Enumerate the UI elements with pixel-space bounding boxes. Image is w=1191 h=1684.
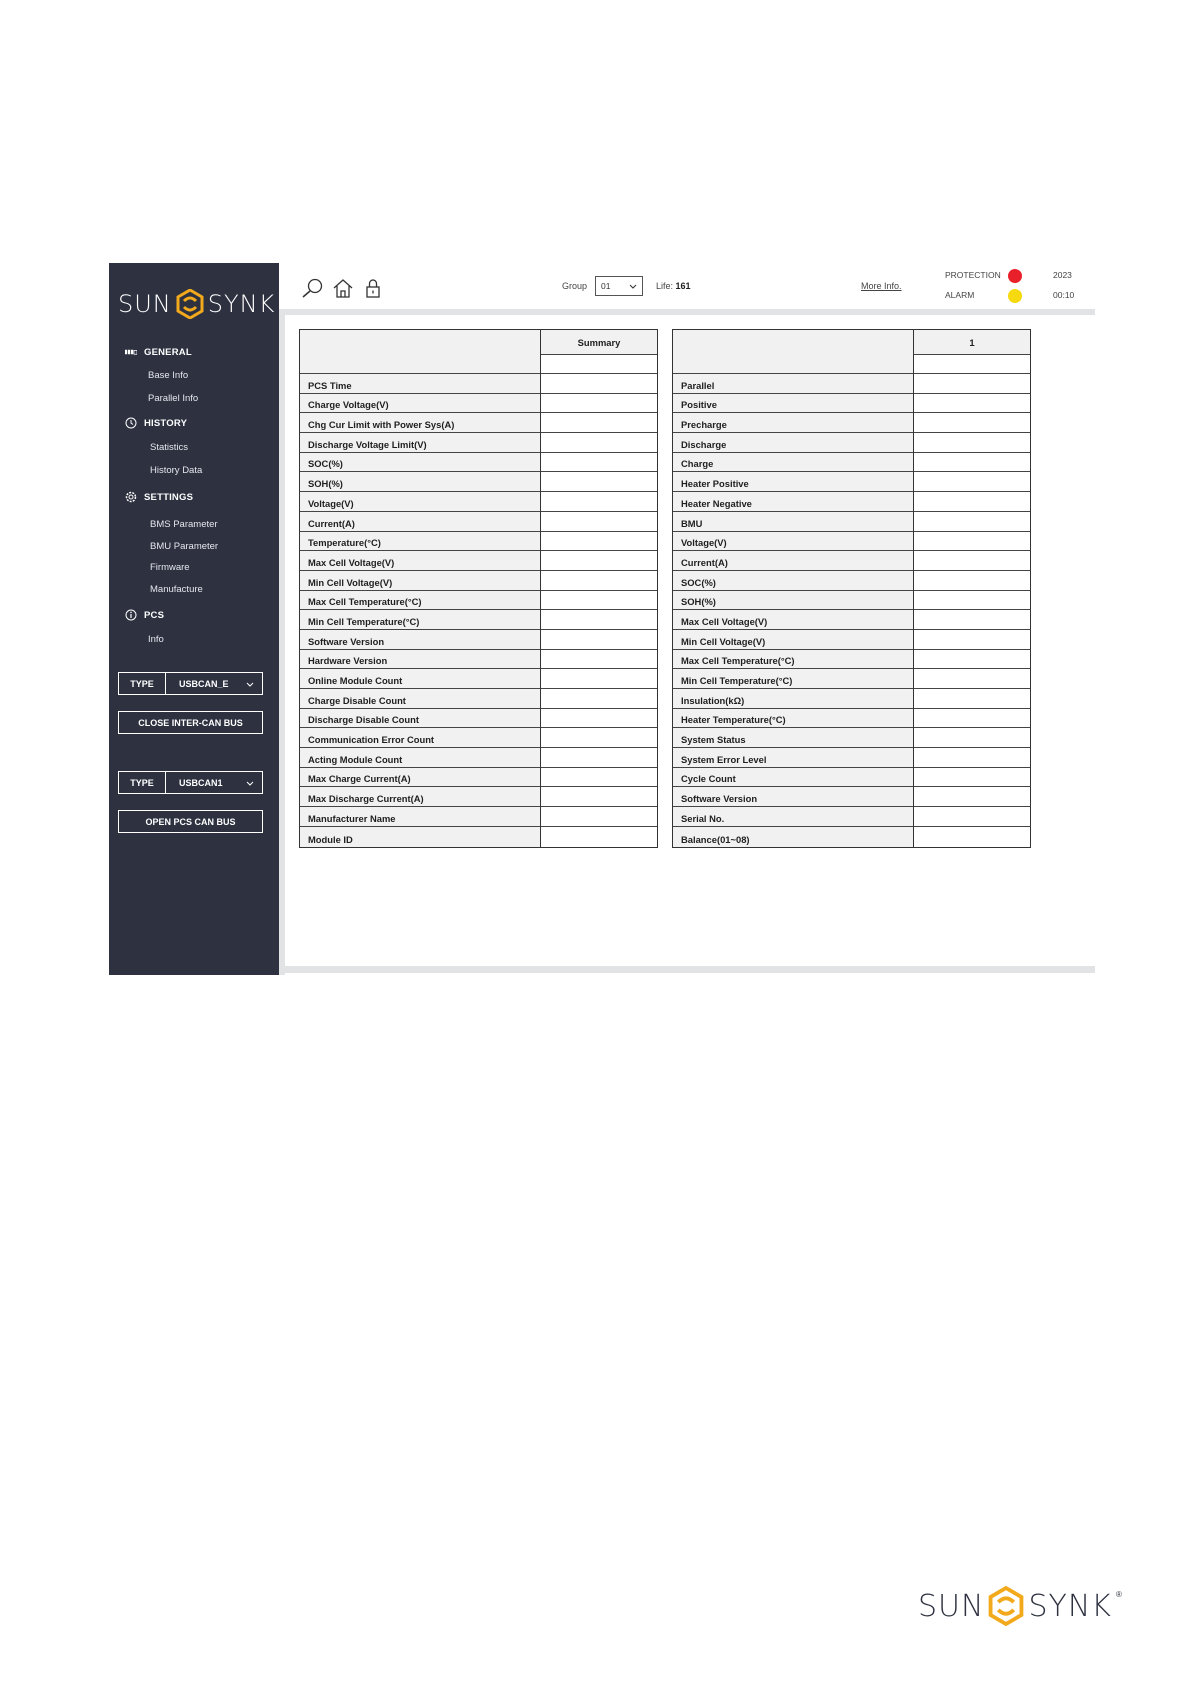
type-label: TYPE	[119, 772, 166, 793]
table-row	[673, 807, 1030, 827]
table-row	[673, 669, 1030, 689]
table-row	[673, 787, 1030, 807]
row-value	[913, 630, 1030, 650]
row-label: Discharge Voltage Limit(V)	[300, 433, 540, 453]
logo-registered: ®	[279, 291, 285, 299]
row-value	[540, 748, 657, 768]
row-value	[913, 689, 1030, 709]
row-label: Balance(01~08)	[673, 827, 913, 847]
row-value	[913, 827, 1030, 847]
row-value	[540, 728, 657, 748]
group-select[interactable]	[595, 276, 643, 296]
row-label: Positive	[673, 394, 913, 414]
table-header-col	[913, 330, 1030, 374]
row-label: Min Cell Voltage(V)	[300, 571, 540, 591]
general-icon	[125, 346, 137, 358]
row-label: Module ID	[300, 827, 540, 847]
row-value	[540, 669, 657, 689]
sidebar-item-manufacture[interactable]: Manufacture	[150, 584, 203, 595]
sidebar-section-history[interactable]	[125, 417, 187, 429]
row-label: Charge Voltage(V)	[300, 394, 540, 414]
sidebar-section-settings[interactable]	[125, 491, 193, 503]
row-label: Current(A)	[300, 512, 540, 532]
sidebar-section-label: HISTORY	[144, 417, 188, 429]
row-value	[913, 650, 1030, 670]
row-value	[913, 433, 1030, 453]
table-row	[300, 394, 657, 414]
sidebar	[109, 263, 285, 975]
row-value	[540, 551, 657, 571]
chevron-down-icon	[246, 679, 254, 689]
alarm-indicator	[1008, 289, 1022, 303]
row-value	[913, 413, 1030, 433]
close-inter-can-bus-button[interactable]: CLOSE INTER-CAN BUS	[118, 711, 263, 734]
type-select-value: USBCAN_E	[179, 678, 229, 689]
table-row	[673, 472, 1030, 492]
row-value	[913, 512, 1030, 532]
table-row	[300, 591, 657, 611]
logo-mark-icon	[988, 1586, 1024, 1626]
type-label: TYPE	[119, 673, 166, 694]
table-row	[673, 748, 1030, 768]
row-value	[913, 748, 1030, 768]
table-row	[673, 453, 1030, 473]
row-value	[913, 571, 1030, 591]
row-label: SOH(%)	[673, 591, 913, 611]
row-label: Discharge Disable Count	[300, 709, 540, 729]
table-row	[300, 472, 657, 492]
row-value	[913, 472, 1030, 492]
row-label: Acting Module Count	[300, 748, 540, 768]
row-value	[540, 787, 657, 807]
row-label: System Error Level	[673, 748, 913, 768]
row-value	[540, 532, 657, 552]
row-value	[913, 728, 1030, 748]
row-label: Max Charge Current(A)	[300, 768, 540, 788]
table-row	[300, 433, 657, 453]
content-left-border	[279, 309, 285, 975]
table-row	[300, 571, 657, 591]
table-row	[300, 532, 657, 552]
logo-text-left: SUN	[118, 290, 172, 318]
row-label: Charge	[673, 453, 913, 473]
module-table	[672, 329, 1031, 848]
row-label: Cycle Count	[673, 768, 913, 788]
row-label: Min Cell Voltage(V)	[673, 630, 913, 650]
row-label: Max Cell Temperature(°C)	[673, 650, 913, 670]
table-row	[300, 610, 657, 630]
row-value	[913, 394, 1030, 414]
row-label: Chg Cur Limit with Power Sys(A)	[300, 413, 540, 433]
row-label: Voltage(V)	[300, 492, 540, 512]
module-column-title: 1	[914, 330, 1030, 355]
row-label: Communication Error Count	[300, 728, 540, 748]
sidebar-item-statistics[interactable]: Statistics	[150, 442, 189, 453]
table-row	[300, 827, 657, 847]
row-value	[540, 709, 657, 729]
type-select-value: USBCAN1	[179, 777, 223, 788]
chevron-down-icon	[246, 778, 254, 788]
open-pcs-can-bus-button[interactable]: OPEN PCS CAN BUS	[118, 810, 263, 833]
protection-label: PROTECTION	[945, 270, 1001, 280]
table-row	[300, 689, 657, 709]
table-row	[300, 728, 657, 748]
row-label: Max Cell Voltage(V)	[673, 610, 913, 630]
table-header	[300, 330, 657, 374]
row-label: Online Module Count	[300, 669, 540, 689]
row-value	[913, 591, 1030, 611]
row-label: Precharge	[673, 413, 913, 433]
table-row	[673, 413, 1030, 433]
table-row	[300, 807, 657, 827]
sidebar-section-label: SETTINGS	[144, 491, 194, 503]
row-value	[540, 374, 657, 394]
row-label: Charge Disable Count	[300, 689, 540, 709]
group-select-value: 01	[601, 281, 611, 291]
row-value	[913, 787, 1030, 807]
gear-icon	[125, 491, 137, 503]
row-value	[913, 768, 1030, 788]
type-select-2[interactable]	[118, 771, 263, 794]
row-value	[540, 827, 657, 847]
table-row	[673, 650, 1030, 670]
table-row	[300, 787, 657, 807]
logo-text-left: SUN	[918, 1588, 985, 1624]
life-label: Life:	[656, 281, 674, 291]
sidebar-section-general[interactable]	[125, 346, 192, 358]
sidebar-section-pcs[interactable]	[125, 609, 164, 621]
table-header-blank	[673, 330, 913, 374]
history-icon	[125, 417, 137, 429]
row-label: Discharge	[673, 433, 913, 453]
table-row	[673, 728, 1030, 748]
row-value	[540, 630, 657, 650]
table-row	[300, 413, 657, 433]
row-value	[540, 571, 657, 591]
sidebar-item-base-info[interactable]: Base Info	[148, 370, 189, 381]
chevron-down-icon	[629, 281, 637, 291]
row-value	[913, 807, 1030, 827]
table-row	[300, 630, 657, 650]
time-readout: 00:10	[1053, 290, 1075, 300]
summary-column-title: Summary	[541, 330, 657, 355]
table-row	[673, 591, 1030, 611]
row-label: Heater Negative	[673, 492, 913, 512]
row-value	[913, 669, 1030, 689]
table-row	[300, 551, 657, 571]
search-icon[interactable]	[301, 277, 325, 299]
table-row	[673, 630, 1030, 650]
row-label: Software Version	[673, 787, 913, 807]
type-select-1[interactable]	[118, 672, 263, 695]
row-label: BMU	[673, 512, 913, 532]
table-row	[300, 650, 657, 670]
table-row	[300, 453, 657, 473]
row-label: Min Cell Temperature(°C)	[300, 610, 540, 630]
row-value	[540, 492, 657, 512]
more-info-link[interactable]: More Info.	[861, 281, 902, 291]
sidebar-item-bmu-parameter[interactable]: BMU Parameter	[150, 541, 219, 552]
logo-mark-icon	[176, 289, 204, 319]
table-row	[300, 512, 657, 532]
sidebar-item-pcs-info[interactable]: Info	[148, 634, 164, 645]
topbar	[279, 263, 1095, 308]
row-label: Serial No.	[673, 807, 913, 827]
row-value	[540, 472, 657, 492]
home-icon[interactable]	[331, 277, 355, 299]
row-value	[913, 610, 1030, 630]
row-value	[540, 807, 657, 827]
row-value	[913, 492, 1030, 512]
row-value	[540, 394, 657, 414]
row-label: SOC(%)	[300, 453, 540, 473]
table-row	[673, 709, 1030, 729]
row-value	[540, 768, 657, 788]
alarm-label: ALARM	[945, 290, 975, 300]
table-row	[300, 492, 657, 512]
date-readout: 2023	[1053, 270, 1072, 280]
row-label: Temperature(°C)	[300, 532, 540, 552]
row-label: PCS Time	[300, 374, 540, 394]
table-row	[673, 394, 1030, 414]
table-row	[673, 532, 1030, 552]
table-row	[300, 374, 657, 394]
logo-registered: ®	[1115, 1589, 1122, 1599]
info-icon	[125, 609, 137, 621]
sidebar-item-parallel-info[interactable]: Parallel Info	[148, 393, 199, 404]
table-row	[673, 689, 1030, 709]
table-row	[673, 827, 1030, 847]
table-row	[673, 374, 1030, 394]
row-value	[540, 591, 657, 611]
table-header	[673, 330, 1030, 374]
row-value	[913, 453, 1030, 473]
row-value	[913, 709, 1030, 729]
table-row	[300, 709, 657, 729]
row-label: System Status	[673, 728, 913, 748]
table-row	[673, 571, 1030, 591]
sunsynk-logo	[118, 289, 285, 319]
row-label: Current(A)	[673, 551, 913, 571]
row-label: Max Cell Temperature(°C)	[300, 591, 540, 611]
row-label: SOH(%)	[300, 472, 540, 492]
sidebar-section-label: PCS	[144, 609, 165, 621]
table-row	[300, 669, 657, 689]
content-bottom-border	[283, 966, 1095, 973]
lock-icon[interactable]	[361, 277, 385, 299]
row-value	[540, 512, 657, 532]
sidebar-item-firmware[interactable]: Firmware	[150, 562, 190, 573]
row-label: Min Cell Temperature(°C)	[673, 669, 913, 689]
table-row	[673, 492, 1030, 512]
table-row	[300, 768, 657, 788]
footer-sunsynk-logo	[918, 1586, 1122, 1626]
table-row	[673, 512, 1030, 532]
row-label: Max Cell Voltage(V)	[300, 551, 540, 571]
group-label: Group	[562, 281, 588, 291]
table-row	[673, 551, 1030, 571]
row-label: Insulation(kΩ)	[673, 689, 913, 709]
row-label: Hardware Version	[300, 650, 540, 670]
row-value	[540, 413, 657, 433]
table-row	[673, 610, 1030, 630]
content-top-border	[283, 309, 1095, 315]
table-header-col	[540, 330, 657, 374]
row-label: Parallel	[673, 374, 913, 394]
row-label: Heater Temperature(°C)	[673, 709, 913, 729]
row-value	[913, 374, 1030, 394]
table-row	[673, 433, 1030, 453]
row-label: Manufacturer Name	[300, 807, 540, 827]
sidebar-item-history-data[interactable]: History Data	[150, 465, 203, 476]
row-value	[540, 453, 657, 473]
protection-indicator	[1008, 269, 1022, 283]
table-row	[300, 748, 657, 768]
row-label: Max Discharge Current(A)	[300, 787, 540, 807]
row-label: SOC(%)	[673, 571, 913, 591]
table-row	[673, 768, 1030, 788]
row-label: Heater Positive	[673, 472, 913, 492]
row-value	[540, 650, 657, 670]
sidebar-section-label: GENERAL	[144, 346, 192, 358]
table-header-blank	[300, 330, 540, 374]
row-value	[540, 610, 657, 630]
row-value	[540, 689, 657, 709]
row-value	[540, 433, 657, 453]
life-readout	[656, 281, 691, 291]
summary-table	[299, 329, 658, 848]
sidebar-item-bms-parameter[interactable]: BMS Parameter	[150, 519, 218, 530]
logo-text-right: SYNK	[1028, 1588, 1112, 1624]
row-value	[913, 551, 1030, 571]
life-value: 161	[675, 281, 691, 291]
row-value	[913, 532, 1030, 552]
row-label: Voltage(V)	[673, 532, 913, 552]
row-label: Software Version	[300, 630, 540, 650]
logo-text-right: SYNK	[207, 290, 276, 318]
